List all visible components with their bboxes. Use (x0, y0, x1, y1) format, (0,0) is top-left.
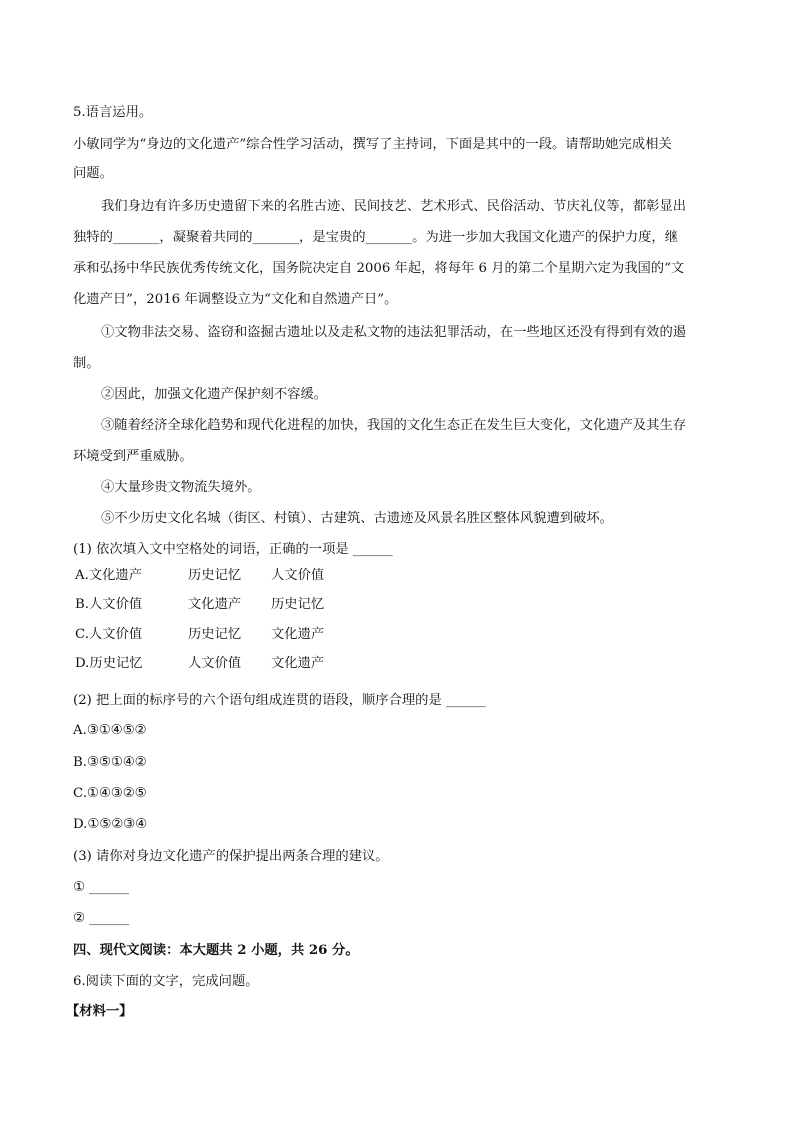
material-heading: 【材料一】 (66, 1004, 133, 1019)
passage-line: 化遗产日”，2016 年调整设立为“文化和自然遗产日”。 (73, 292, 398, 307)
option-word-3: 文化遗产 (271, 656, 325, 671)
section-heading: 四、现代文阅读：本大题共 2 小题，共 26 分。 (73, 943, 359, 958)
question-5-intro: 小敏同学为“身边的文化遗产”综合性学习活动，撰写了主持词，下面是其中的一段。请帮助她完成相关 (73, 137, 672, 152)
numbered-sentence-1-cont: 制。 (73, 356, 100, 371)
option-word-2: 历史记忆 (188, 568, 242, 583)
option-b[interactable]: B.③⑤①④② (73, 755, 147, 770)
answer-blank-2[interactable]: ② ______ (73, 911, 130, 926)
passage-line: 我们身边有许多历史遗留下来的名胜古迹、民间技艺、艺术形式、民俗活动、节庆礼仪等，都彰显出 (101, 199, 687, 214)
passage-line: 独特的_______，凝聚着共同的_______，是宝贵的_______。为进一步加大我国文化遗产的保护力度，继 (73, 230, 679, 245)
numbered-sentence-5: ⑤不少历史文化名城（街区、村镇）、古建筑、古遗迹及风景名胜区整体风貌遭到破坏。 (101, 511, 613, 526)
option-word-2: 历史记忆 (188, 627, 242, 642)
option-label: C.人文价值 (75, 627, 143, 642)
passage-line: 承和弘扬中华民族优秀传统文化，国务院决定自 2006 年起，将每年 6 月的第二个星期六定为我国的“文 (73, 261, 685, 276)
question-6-title: 6.阅读下面的文字，完成问题。 (73, 974, 259, 989)
option-label: D.历史记忆 (75, 656, 143, 671)
option-label: B.人文价值 (75, 597, 143, 612)
option-label: A.文化遗产 (75, 568, 143, 583)
option-a[interactable]: A.③①④⑤② (73, 723, 147, 738)
option-word-2: 人文价值 (188, 656, 242, 671)
option-word-3: 历史记忆 (271, 597, 325, 612)
numbered-sentence-3: ③随着经济全球化趋势和现代化进程的加快，我国的文化生态正在发生巨大变化，文化遗产及其生存 (101, 418, 687, 433)
numbered-sentence-3-cont: 环境受到严重威胁。 (73, 449, 193, 464)
option-c[interactable]: C.①④③②⑤ (73, 786, 147, 801)
option-word-3: 文化遗产 (271, 627, 325, 642)
subquestion-3: (3) 请你对身边文化遗产的保护提出两条合理的建议。 (73, 849, 389, 864)
question-5-title: 5.语言运用。 (73, 105, 153, 120)
numbered-sentence-1: ①文物非法交易、盗窃和盗掘古遗址以及走私文物的违法犯罪活动，在一些地区还没有得到有效的遏 (101, 325, 687, 340)
numbered-sentence-4: ④大量珍贵文物流失境外。 (101, 480, 261, 495)
answer-blank-1[interactable]: ① ______ (73, 880, 130, 895)
option-d[interactable]: D.①⑤②③④ (73, 817, 148, 832)
option-word-2: 文化遗产 (188, 597, 242, 612)
subquestion-1: (1) 依次填入文中空格处的词语，正确的一项是 ______ (73, 542, 393, 557)
question-5-intro-cont: 问题。 (73, 166, 113, 181)
option-word-3: 人文价值 (271, 568, 325, 583)
subquestion-2: (2) 把上面的标序号的六个语句组成连贯的语段，顺序合理的是 ______ (73, 693, 486, 708)
numbered-sentence-2: ②因此，加强文化遗产保护刻不容缓。 (101, 387, 328, 402)
